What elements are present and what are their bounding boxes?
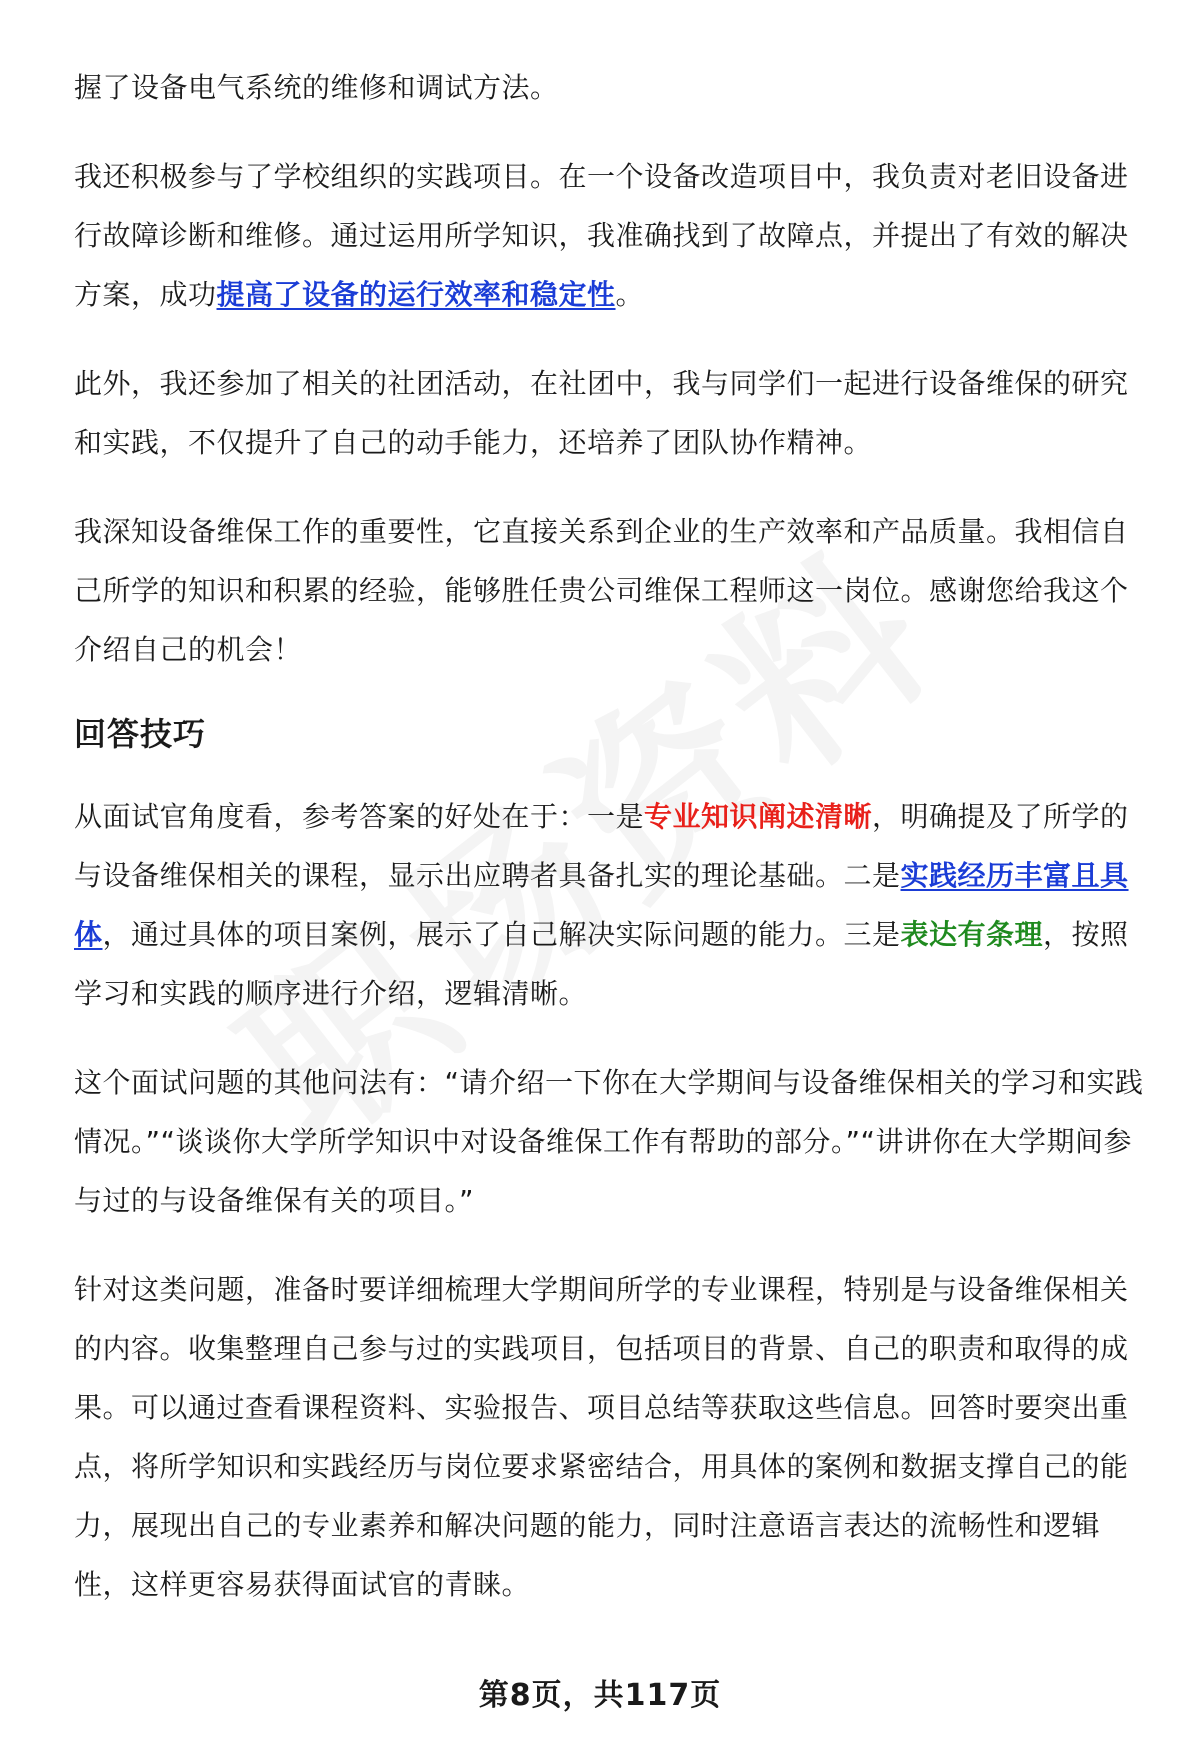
paragraph-2-text: 我还积极参与了学校组织的实践项目。在一个设备改造项目中，我负责对老旧设备进行故障诊断和维修。通过运用所学知识，我准确找到了故障点，并提出了有效的解决方案，成功 xyxy=(74,160,1129,311)
highlight-efficiency: 提高了设备的运行效率和稳定性 xyxy=(216,278,616,311)
tip-paragraph-3: 针对这类问题，准备时要详细梳理大学期间所学的专业课程，特别是与设备维保相关的内容。收集整理自己参与过的实践项目，包括项目的背景、自己的职责和取得的成果。可以通过查看课程资料、实验报告、项目总结等获取这些信息。回答时要突出重点，将所学知识和实践经历与岗位要求紧密结合，用具体的案例和数据支撑自己的能力，展现出自己的专业素养和解决问题的能力，同时注意语言表达的流畅性和逻辑性，这样更容易获得面试官的青睐。 xyxy=(74,1273,1129,1601)
tip-1-text-a: 从面试官角度看，参考答案的好处在于：一是 xyxy=(74,800,645,833)
highlight-professional-knowledge: 专业知识阐述清晰 xyxy=(644,800,873,833)
tip-paragraph-2: 这个面试问题的其他问法有：“请介绍一下你在大学期间与设备维保相关的学习和实践情况。”“谈谈你大学所学知识中对设备维保工作有帮助的部分。”“讲讲你在大学期间参与过的与设备维保有关的项目。” xyxy=(74,1066,1144,1217)
tip-1-text-d: ，按照学习和实践的顺序进行介绍，逻辑清晰。 xyxy=(74,918,1129,1010)
document-page xyxy=(74,58,1146,1644)
page-number: 第8页，共117页 xyxy=(478,1678,722,1713)
section-title: 回答技巧 xyxy=(74,715,207,753)
highlight-practical-experience: 实践经历丰富且具体 xyxy=(74,859,1129,951)
tip-1-text-c: ，通过具体的项目案例，展示了自己解决实际问题的能力。三是 xyxy=(102,918,901,951)
tip-paragraph-1 xyxy=(74,787,1146,1023)
tip-1-text-b: ，明确提及了所学的与设备维保相关的课程，显示出应聘者具备扎实的理论基础。二是 xyxy=(74,800,1129,892)
paragraph-3: 此外，我还参加了相关的社团活动，在社团中，我与同学们一起进行设备维保的研究和实践，不仅提升了自己的动手能力，还培养了团队协作精神。 xyxy=(74,367,1129,459)
paragraph-2 xyxy=(74,147,1146,324)
paragraph-2-end: 。 xyxy=(615,278,645,311)
paragraph-1: 握了设备电气系统的维修和调试方法。 xyxy=(74,71,559,104)
highlight-organized-expression: 表达有条理 xyxy=(900,918,1044,951)
paragraph-4: 我深知设备维保工作的重要性，它直接关系到企业的生产效率和产品质量。我相信自己所学的知识和积累的经验，能够胜任贵公司维保工程师这一岗位。感谢您给我这个介绍自己的机会！ xyxy=(74,515,1129,666)
